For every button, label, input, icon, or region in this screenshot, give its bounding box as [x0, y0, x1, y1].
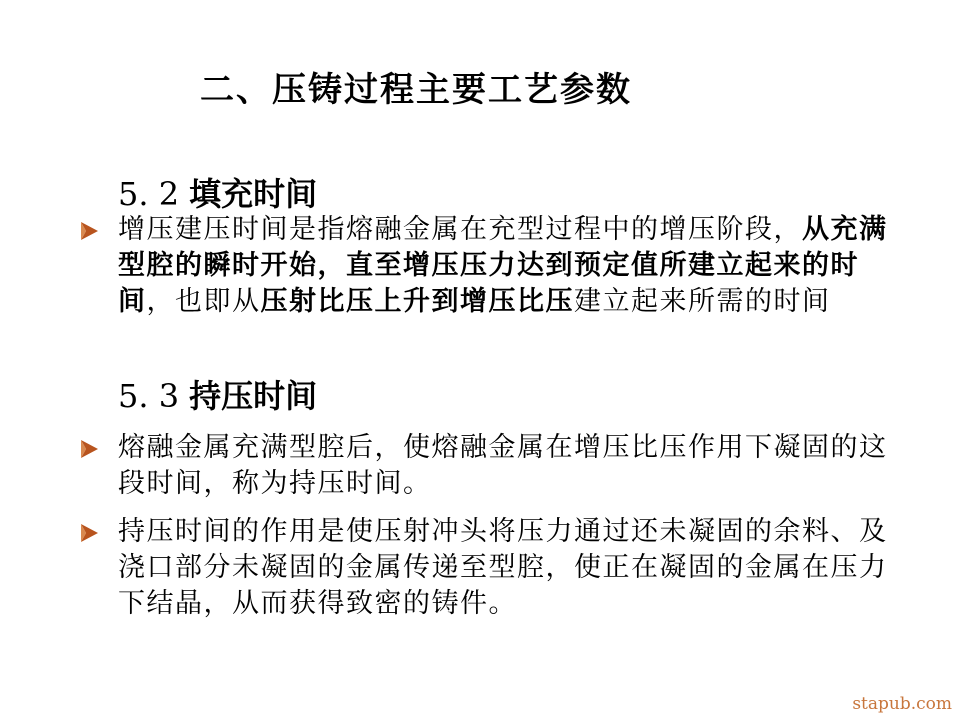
list-item: [78, 514, 898, 628]
text-run: 增压建压时间是指熔融金属在充型过程中的增压阶段，: [118, 214, 802, 245]
text-run-emphasis: 从充满型腔的瞬时开始，直至增压压力达到预定值所建立起来的时间: [118, 214, 888, 317]
text-run: 熔融金属充满型腔后，使熔融金属在增压比压作用下凝固的这段时间，称为持压时间。: [118, 432, 888, 499]
text-run: 建立起来所需的时间: [574, 286, 831, 317]
section-heading-text: 填充时间: [189, 175, 318, 213]
list-item: [78, 212, 898, 362]
text-run: 持压时间的作用是使压射冲头将压力通过还未凝固的余料、及浇口部分未凝固的金属传递至型腔，使正在凝固的金属在压力下结晶，从而获得致密的铸件。: [118, 516, 888, 619]
section-number: 5. 3: [118, 377, 180, 415]
watermark-text: stapub.com: [852, 694, 952, 714]
bullet-text: [118, 212, 898, 320]
text-run: ，也即从: [146, 286, 261, 317]
section-heading-5-3: [118, 374, 317, 418]
slide-title: 二、压铸过程主要工艺参数: [200, 70, 632, 110]
arrow-bullet-icon: [78, 522, 100, 544]
bullet-text: [118, 430, 898, 502]
section-number: 5. 2: [118, 175, 180, 213]
section-heading-text: 持压时间: [189, 377, 318, 415]
list-item: [78, 430, 898, 506]
arrow-bullet-icon: [78, 438, 100, 460]
text-run-emphasis: 压射比压上升到增压比压: [260, 286, 574, 317]
arrow-bullet-icon: [78, 220, 100, 242]
section-heading-5-2: [118, 172, 317, 216]
bullet-text: [118, 514, 898, 622]
